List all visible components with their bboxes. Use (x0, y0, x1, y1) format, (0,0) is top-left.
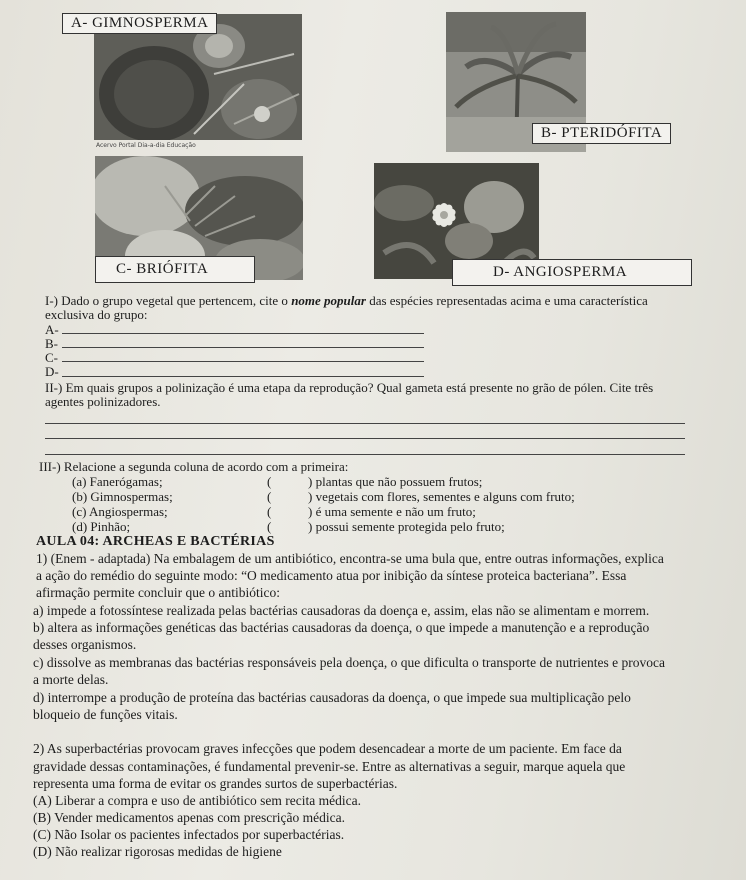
q2-answer-line-2[interactable] (45, 438, 685, 439)
label-pteridofita: B- PTERIDÓFITA (532, 123, 671, 144)
e2-option-d[interactable]: (D) Não realizar rigorosas medidas de higiene (33, 844, 282, 859)
q1-answer-a-line[interactable] (62, 333, 424, 334)
q3-left-a: (a) Fanerógamas; (72, 474, 163, 489)
q1-prompt-emphasis: nome popular (291, 293, 366, 308)
q3-right-3: ) é uma semente e não um fruto; (308, 504, 476, 519)
e2-option-b[interactable]: (B) Vender medicamentos apenas com prescrição médica. (33, 810, 345, 825)
q2-prompt-line2: agentes polinizadores. (45, 394, 161, 409)
q1-answer-d-label: D- (45, 364, 59, 379)
q2-prompt-line1: II-) Em quais grupos a polinização é uma etapa da reprodução? Qual gameta está presente no grão de pólen. Cite três (45, 380, 654, 395)
e1-option-b-cont: desses organismos. (33, 637, 137, 652)
q1-answer-d-line[interactable] (62, 376, 424, 377)
e2-line-1: 2) As superbactérias provocam graves infecções que podem desencadear a morte de um paciente. Em face da (33, 741, 622, 756)
e1-line-2: a ação do remédio do seguinte modo: “O medicamento atua por inibição da síntese proteica bacteriana”. Essa (36, 568, 627, 583)
q3-right-4: ) possui semente protegida pelo fruto; (308, 519, 505, 534)
q3-left-b: (b) Gimnospermas; (72, 489, 173, 504)
photo-credit: Acervo Portal Dia-a-dia Educação (96, 142, 196, 149)
e1-option-b[interactable]: b) altera as informações genéticas das bactérias causadoras da doença, o que impede a manutenção e a reprodução (33, 620, 650, 635)
q3-paren-3[interactable]: ( (267, 504, 272, 519)
label-gimnosperma: A- GIMNOSPERMA (62, 13, 217, 34)
q3-prompt: III-) Relacione a segunda coluna de acordo com a primeira: (39, 459, 349, 474)
q3-right-1: ) plantas que não possuem frutos; (308, 474, 483, 489)
label-angiosperma: D- ANGIOSPERMA (452, 259, 692, 286)
q2-answer-line-3[interactable] (45, 454, 685, 455)
aula-title: AULA 04: ARCHEAS E BACTÉRIAS (36, 534, 275, 549)
q3-paren-1[interactable]: ( (267, 474, 272, 489)
q1-prompt-line2: exclusiva do grupo: (45, 307, 148, 322)
e2-line-3: representa uma forma de evitar os grandes surtos de superbactérias. (33, 776, 398, 791)
q1-prompt (45, 293, 648, 308)
e2-line-2: gravidade dessas contaminações, é fundamental prevenir-se. Entre as alternativas a seguir, marque aquela que (33, 759, 626, 774)
q3-paren-2[interactable]: ( (267, 489, 272, 504)
e1-option-c-cont: a morte delas. (33, 672, 109, 687)
q3-paren-4[interactable]: ( (267, 519, 272, 534)
e1-option-d[interactable]: d) interrompe a produção de proteína das bactérias causadoras da doença, o que impede sua multiplicação pelo (33, 690, 631, 705)
q1-answer-b-label: B- (45, 336, 58, 351)
q1-prompt-part2: das espécies representadas acima e uma característica (365, 293, 648, 308)
e1-line-1: 1) (Enem - adaptada) Na embalagem de um antibiótico, encontra-se uma bula que, entre outras informações, explica (36, 551, 664, 566)
q1-answer-a-label: A- (45, 322, 59, 337)
label-briofita: C- BRIÓFITA (95, 256, 255, 283)
e1-line-3: afirmação permite concluir que o antibiótico: (36, 585, 281, 600)
q1-answer-b-line[interactable] (62, 347, 424, 348)
e2-option-a[interactable]: (A) Liberar a compra e uso de antibiótico sem recita médica. (33, 793, 361, 808)
q3-left-c: (c) Angiospermas; (72, 504, 168, 519)
q3-left-d: (d) Pinhão; (72, 519, 131, 534)
q3-right-2: ) vegetais com flores, sementes e alguns com fruto; (308, 489, 575, 504)
q1-prompt-part1: I-) Dado o grupo vegetal que pertencem, cite o (45, 293, 292, 308)
q2-answer-line-1[interactable] (45, 423, 685, 424)
q1-answer-c-label: C- (45, 350, 58, 365)
q1-answer-c-line[interactable] (62, 361, 424, 362)
e1-option-d-cont: bloqueio de funções vitais. (33, 707, 178, 722)
e1-option-c[interactable]: c) dissolve as membranas das bactérias responsáveis pela doença, o que dificulta o transporte de nutrientes e provoca (33, 655, 666, 670)
e2-option-c[interactable]: (C) Não Isolar os pacientes infectados por superbactérias. (33, 827, 345, 842)
e1-option-a[interactable]: a) impede a fotossíntese realizada pelas bactérias causadoras da doença e, assim, elas não se alimentam e morrem. (33, 603, 650, 618)
